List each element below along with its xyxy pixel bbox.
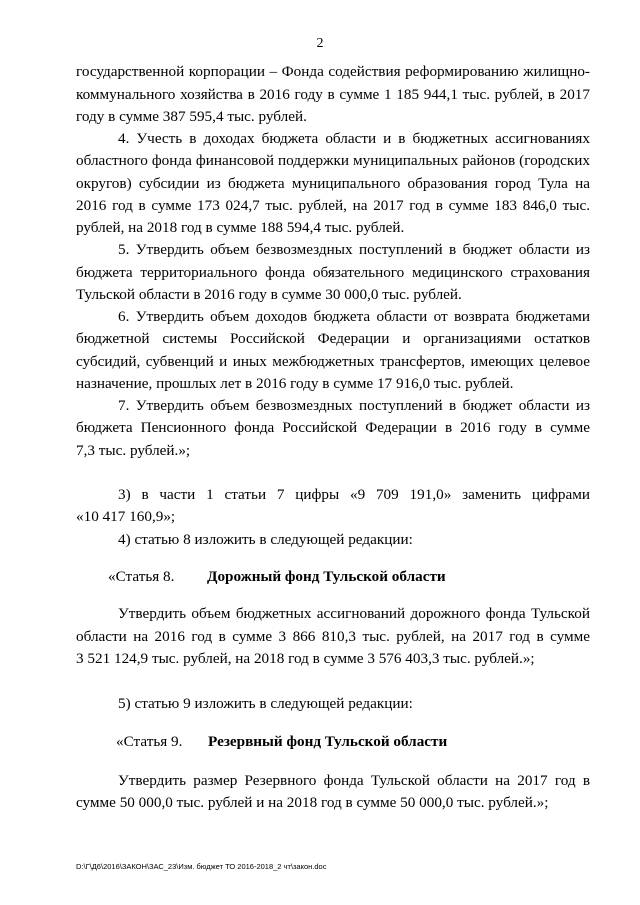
text-line: «10 417 160,9»; (76, 508, 176, 525)
item-4-line: 4) статью 8 изложить в следующей редакции: (118, 531, 413, 548)
article-8-label: «Статья 8. (108, 568, 175, 585)
item-5-line: 5) статью 9 изложить в следующей редакции: (118, 695, 413, 712)
text-line: бюджетной системы Российской Федерации и организациями остатков (76, 330, 590, 347)
text-line: бюджета территориального фонда обязательного медицинского страхования (76, 264, 590, 281)
paragraph-7-first-line: 7. Утвердить объем безвозмездных поступлений в бюджет области из (118, 397, 590, 414)
article-9-label: «Статья 9. (116, 733, 183, 750)
text-line: 3 521 124,9 тыс. рублей, на 2018 год в сумме 3 576 403,3 тыс. рублей.»; (76, 650, 535, 667)
text-line: субсидий, субвенций и иных межбюджетных трансфертов, имеющих целевое (76, 353, 590, 370)
text-line: государственной корпорации – Фонда содействия реформированию жилищно- (76, 63, 590, 80)
text-line: бюджета Пенсионного фонда Российской Федерации в 2016 году в сумме (76, 419, 590, 436)
text-line: областного фонда финансовой поддержки муниципальных районов (городских (76, 152, 590, 169)
text-line: округов) субсидии из бюджета муниципального образования город Тула на (76, 175, 590, 192)
item-3-first-line: 3) в части 1 статьи 7 цифры «9 709 191,0» заменить цифрами (118, 486, 590, 503)
file-path-footer: D:\Г\Д6\2016\ЗАКОН\ЗАС_23\Изм. бюджет ТО 2016-2018_2 чт\закон.doc (76, 862, 327, 871)
text-line: коммунального хозяйства в 2016 году в сумме 1 185 944,1 тыс. рублей, в 2017 (76, 86, 590, 103)
text-line: году в сумме 387 595,4 тыс. рублей. (76, 108, 307, 125)
text-line: рублей, на 2018 год в сумме 188 594,4 тыс. рублей. (76, 219, 405, 236)
text-line: области на 2016 год в сумме 3 866 810,3 тыс. рублей, на 2017 год в сумме (76, 628, 590, 645)
text-line: Тульской области в 2016 году в сумме 30 000,0 тыс. рублей. (76, 286, 462, 303)
article-8-text-first-line: Утвердить объем бюджетных ассигнований дорожного фонда Тульской (118, 605, 590, 622)
paragraph-4-first-line: 4. Учесть в доходах бюджета области и в бюджетных ассигнованиях (118, 130, 590, 147)
text-line: 2016 год в сумме 173 024,7 тыс. рублей, на 2017 год в сумме 183 846,0 тыс. (76, 197, 590, 214)
text-line: сумме 50 000,0 тыс. рублей и на 2018 год в сумме 50 000,0 тыс. рублей.»; (76, 794, 549, 811)
page-number: 2 (316, 36, 324, 51)
text-line: 7,3 тыс. рублей.»; (76, 442, 191, 459)
article-9-text-first-line: Утвердить размер Резервного фонда Тульской области на 2017 год в (118, 772, 590, 789)
paragraph-6-first-line: 6. Утвердить объем доходов бюджета области от возврата бюджетами (118, 308, 590, 325)
article-8-title: Дорожный фонд Тульской области (207, 568, 446, 585)
paragraph-5-first-line: 5. Утвердить объем безвозмездных поступлений в бюджет области из (118, 241, 590, 258)
article-9-title: Резервный фонд Тульской области (208, 733, 448, 750)
text-line: назначение, прошлых лет в 2016 году в сумме 17 916,0 тыс. рублей. (76, 375, 514, 392)
